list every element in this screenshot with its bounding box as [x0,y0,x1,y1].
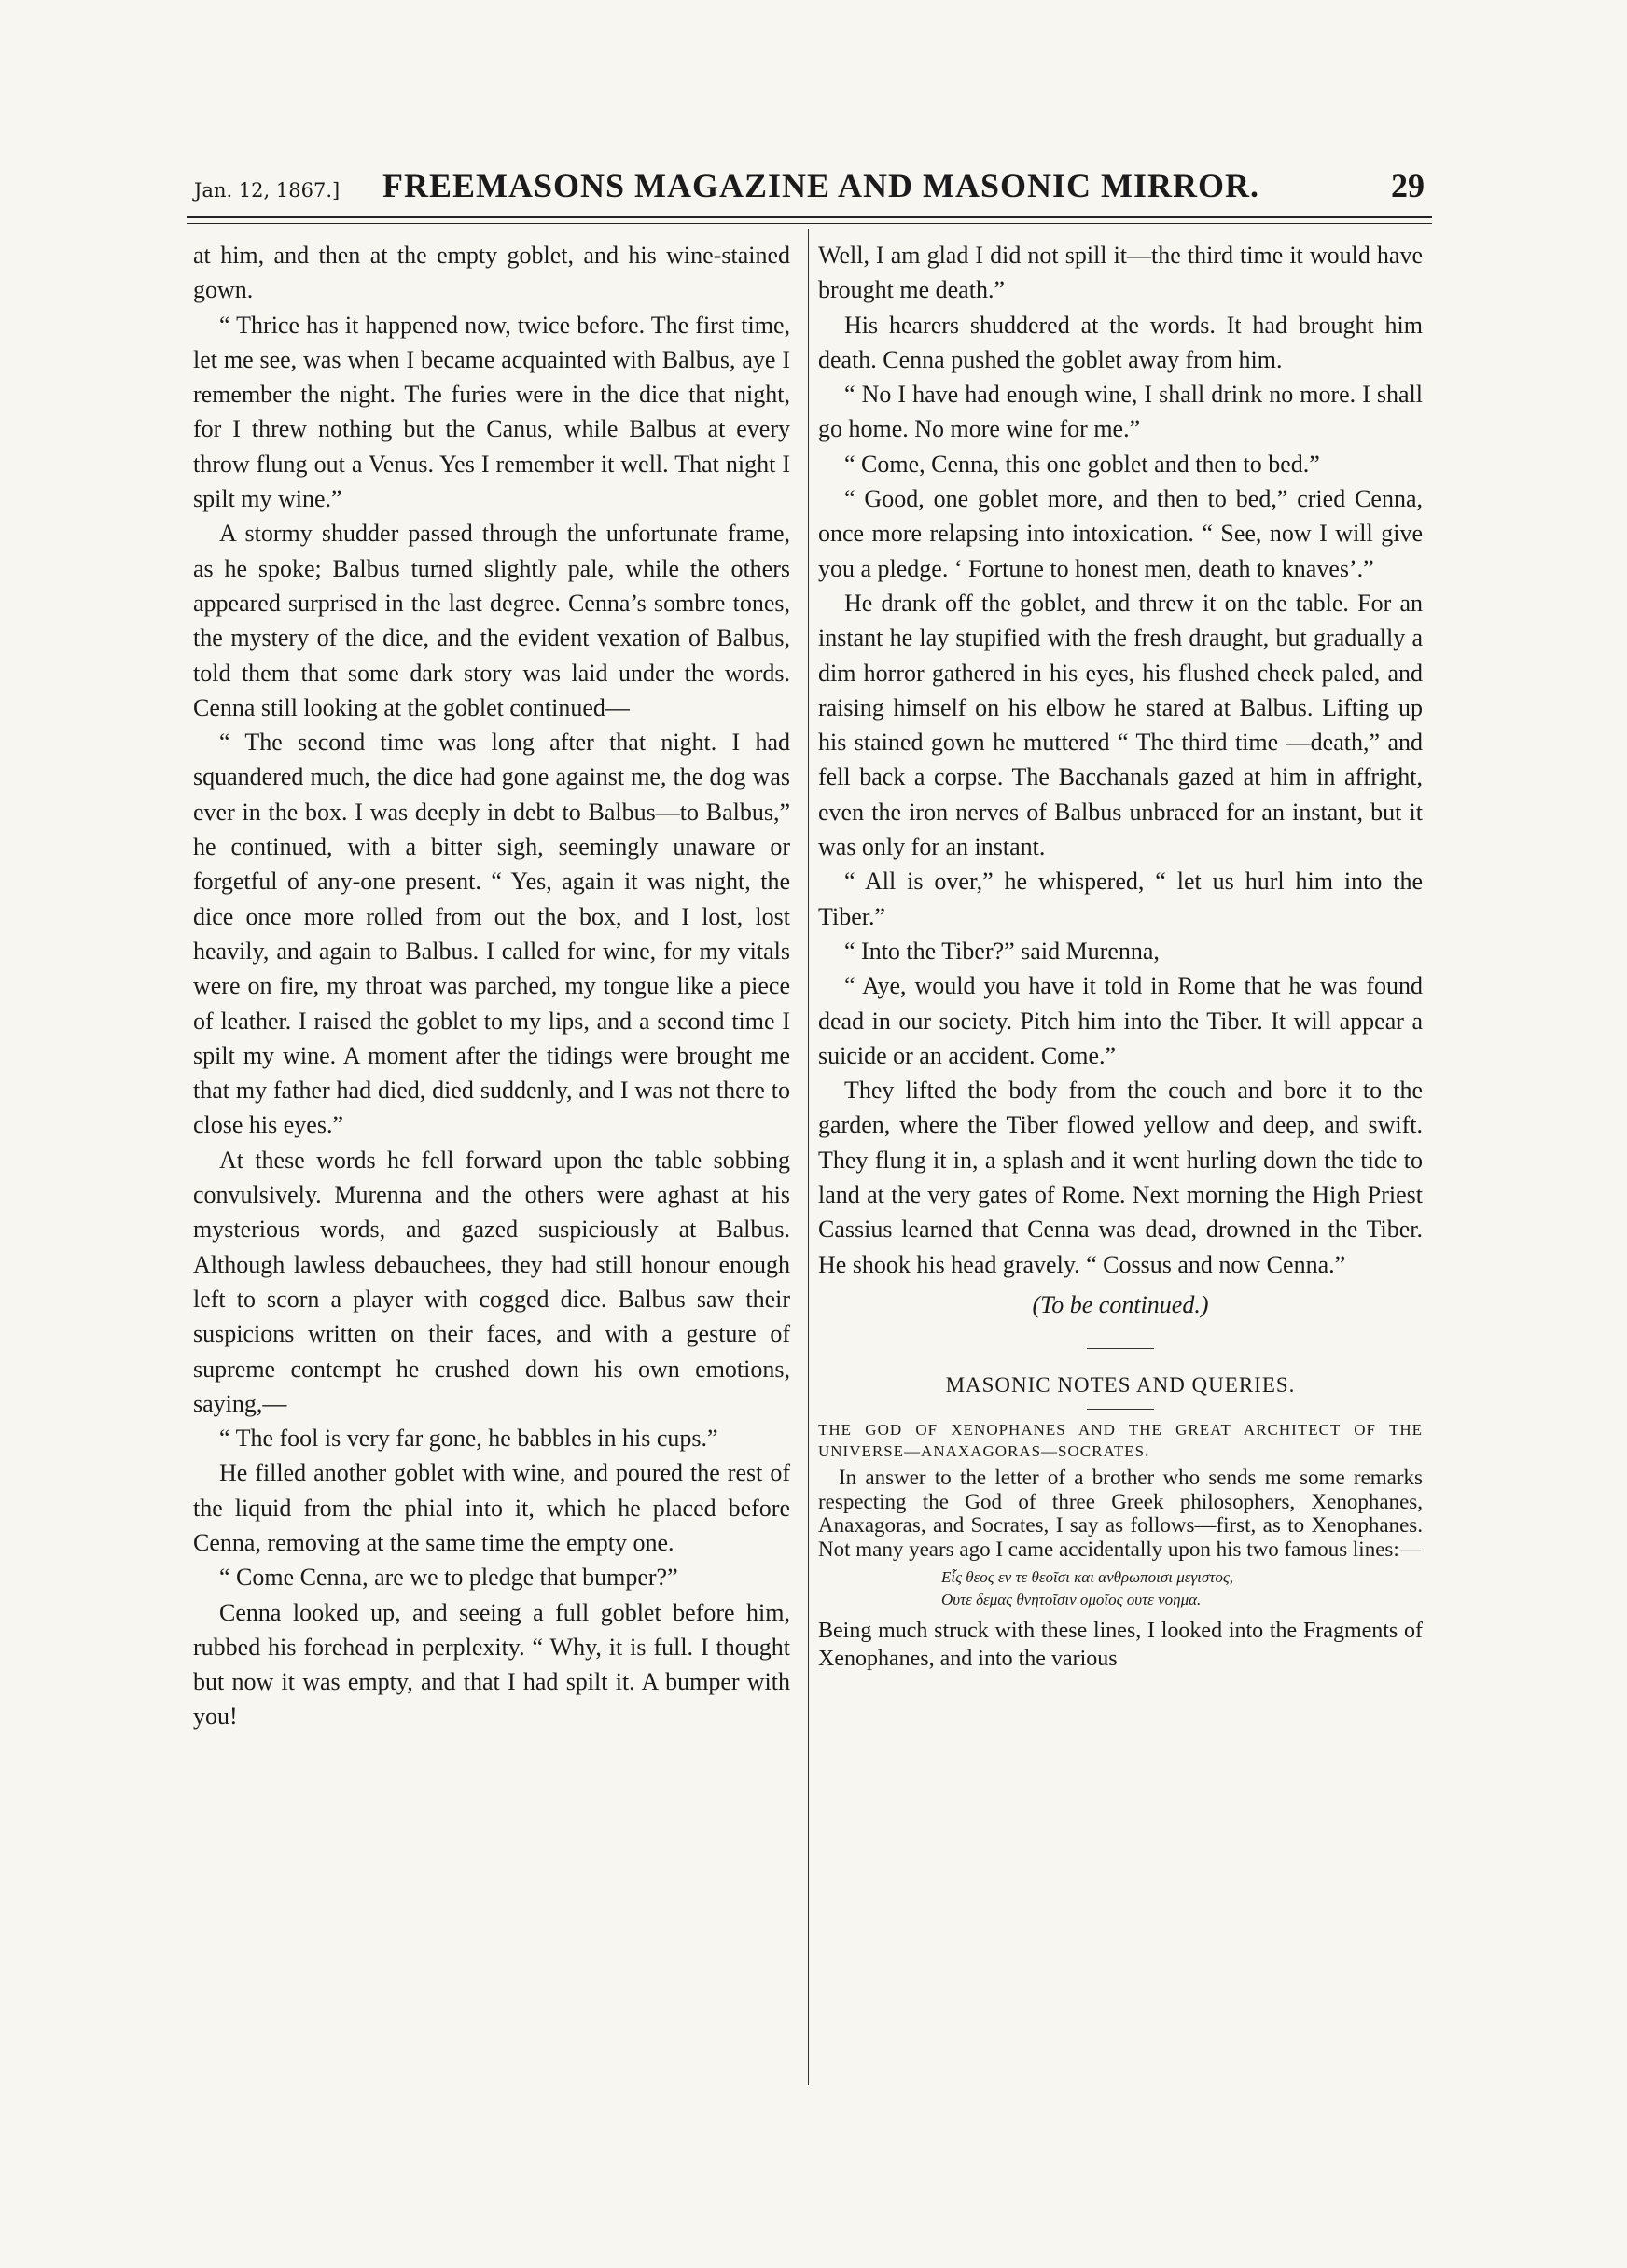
right-paragraph: Well, I am glad I did not spill it—the third time it would have brought me death.” [818,242,1423,304]
left-paragraph: He filled another goblet with wine, and poured the rest of the liquid from the phial into it, which he placed before Cenna, removing at the same time the empty one. [193,1459,790,1556]
left-paragraph: “ Come Cenna, are we to pledge that bumper?” [219,1564,678,1592]
header-date: Jan. 12, 1867.] [194,179,341,202]
notes-paragraph: In answer to the letter of a brother who sends me some remarks respecting the God of three Greek philosophers, Xenophanes, Anaxagoras, and Socrates, I say as follows—first, as to Xenophanes. Not many years ago I came accidentally upon his two famous lines:— [818,1466,1423,1561]
right-paragraph: “ Into the Tiber?” said Murenna, [844,937,1160,965]
column-divider [808,229,809,2085]
left-paragraph: “ Thrice has it happened now, twice before. The first time, let me see, was when I became acquainted with Balbus, aye I remember the night. The furies were in the dice that night, for I threw nothing but the Canus, while Balbus at every throw flung out a Venus. Yes I remember it well. That night I spilt my wine.” [193,311,790,513]
left-paragraph: “ The second time was long after that night. I had squandered much, the dice had gone against me, the dog was ever in the box. I was deeply in debt to Balbus—to Balbus,” he continued, with a bitter sigh, seemingly unaware or forgetful of any-one present. “ Yes, again it was night, the dice once more rolled from out the box, and I lost, lost heavily, and again to Balbus. I called for wine, for my vitals were on fire, my throat was parched, my tongue like a piece of leather. I raised the goblet to my lips, and a second time I spilt my wine. A moment after the tidings were brought me that my father had died, died suddenly, and I was not there to close his eyes.” [193,729,790,1139]
section-title: MASONIC NOTES AND QUERIES. [945,1373,1296,1398]
right-paragraph: “ No I have had enough wine, I shall drink no more. I shall go home. No more wine for me.” [818,381,1423,443]
right-paragraph: They lifted the body from the couch and bore it to the garden, where the Tiber flowed yellow and deep, and swift. They flung it in, a splash and it went hurling down the tide to land at the very gates of Rome. Next morning the High Priest Cassius learned that Cenna was dead, drowned in the Tiber. He shook his head gravely. “ Cossus and now Cenna.” [818,1077,1423,1278]
page-header [187,159,1432,215]
header-title: FREEMASONS MAGAZINE AND MASONIC MIRROR. [382,167,1260,204]
section-subtitle: THE GOD OF XENOPHANES AND THE GREAT ARCHITECT OF THE UNIVERSE—ANAXAGORAS—SOCRATES. [818,1421,1423,1461]
to-be-continued: (To be continued.) [1032,1290,1209,1318]
page-number: 29 [1391,167,1425,204]
greek-line: Ουτε δεμας θνητοῖσιν ομοῖος ουτε νοημα. [941,1591,1202,1609]
left-column [193,238,790,1734]
right-paragraph: “ Good, one goblet more, and then to bed,” cried Cenna, once more relapsing into intoxication. “ See, now I will give you a pledge. ‘ Fortune to honest men, death to knaves’.” [818,485,1423,582]
greek-quotation [818,1566,1423,1611]
section-divider [1087,1348,1154,1349]
section-title-rule [1087,1409,1154,1410]
right-column [818,238,1423,1673]
left-paragraph: “ The fool is very far gone, he babbles in his cups.” [219,1425,718,1453]
notes-body-continued [818,1617,1423,1673]
notes-paragraph: Being much struck with these lines, I looked into the Fragments of Xenophanes, and into the various [818,1619,1423,1672]
left-paragraph: At these words he fell forward upon the table sobbing convulsively. Murenna and the others were aghast at his mysterious words, and gazed suspiciously at Balbus. Although lawless debauchees, they had still honour enough left to scorn a player with cogged dice. Balbus saw their suspicions written on their faces, and with a gesture of supreme contempt he crushed down his own emotions, saying,— [193,1146,790,1417]
greek-line: Εἷς θεος εν τε θεοῖσι και ανθρωποισι μεγιστος, [941,1568,1234,1587]
notes-body [818,1466,1423,1561]
header-rule-thin [187,223,1432,224]
left-paragraph: Cenna looked up, and seeing a full goblet before him, rubbed his forehead in perplexity. “ Why, it is full. I thought but now it was empty, and that I had spilt it. A bumper with you! [193,1598,790,1731]
right-paragraph: “ Come, Cenna, this one goblet and then to bed.” [844,450,1320,478]
right-paragraph: “ All is over,” he whispered, “ let us hurl him into the Tiber.” [818,868,1423,930]
left-paragraph: A stormy shudder passed through the unfortunate frame, as he spoke; Balbus turned slightly pale, while the others appeared surprised in the last degree. Cenna’s sombre tones, the mystery of the dice, and the evident vexation of Balbus, told them that some dark story was laid under the words. Cenna still looking at the goblet continued— [193,520,790,721]
header-rule-thick [187,216,1432,218]
right-paragraph: He drank off the goblet, and threw it on the table. For an instant he lay stupified with the fresh draught, but gradually a dim horror gathered in his eyes, his flushed cheek paled, and raising himself on his elbow he stared at Balbus. Lifting up his stained gown he muttered “ The third time —death,” and fell back a corpse. The Bacchanals gazed at him in affright, even the iron nerves of Balbus unbraced for an instant, but it was only for an instant. [818,589,1423,861]
left-paragraph: at him, and then at the empty goblet, and his wine-stained gown. [193,242,790,304]
right-paragraph: “ Aye, would you have it told in Rome that he was found dead in our society. Pitch him into the Tiber. It will appear a suicide or an accident. Come.” [818,972,1423,1069]
right-paragraph: His hearers shuddered at the words. It had brought him death. Cenna pushed the goblet away from him. [818,311,1423,373]
